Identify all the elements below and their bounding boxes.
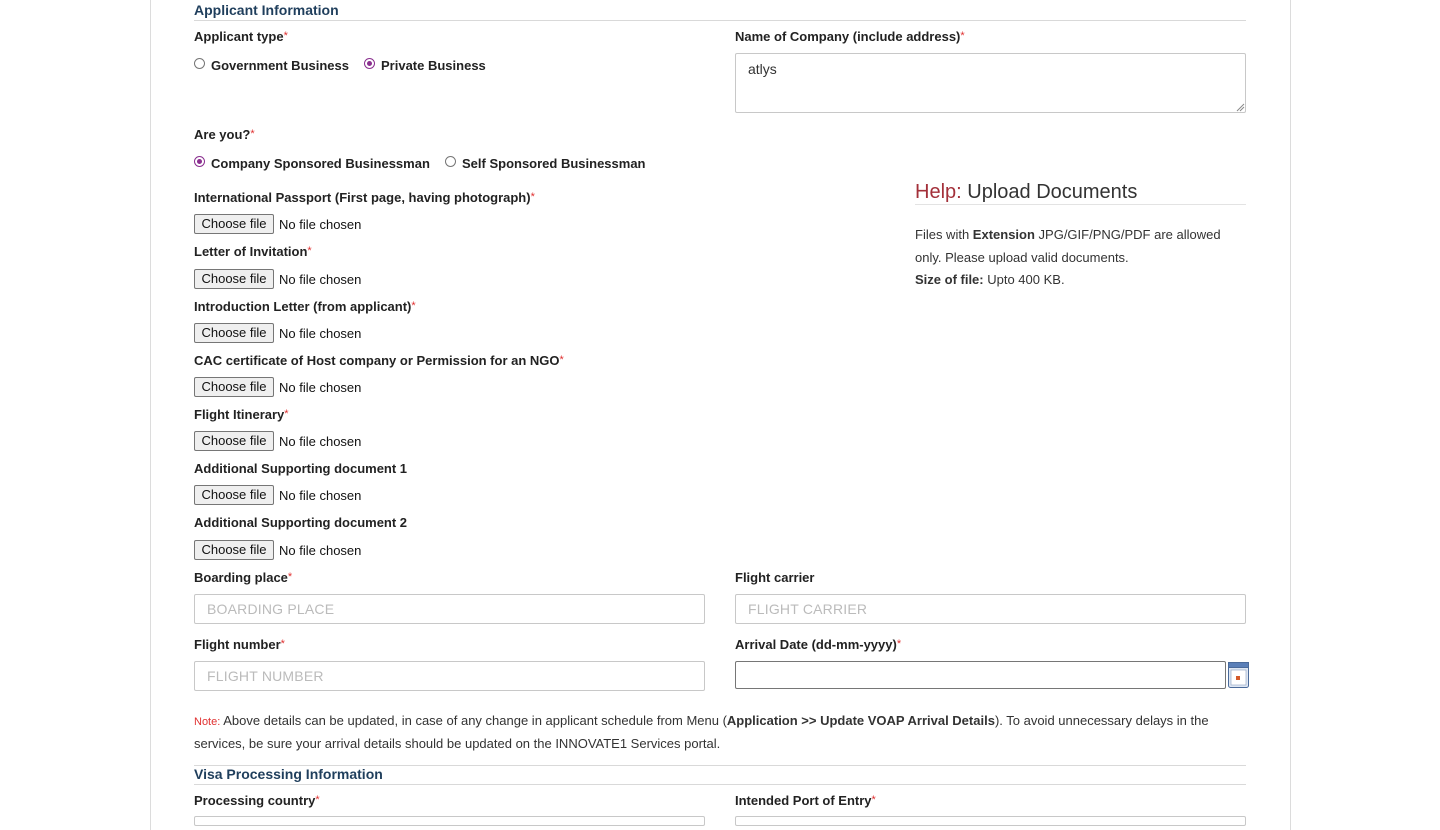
choose-file-button-invitation[interactable]: Choose file <box>194 269 274 289</box>
upload-label-additional-2: Additional Supporting document 2 <box>194 515 408 530</box>
file-status-itinerary: No file chosen <box>279 434 362 449</box>
port-of-entry-select[interactable] <box>735 816 1246 826</box>
radio-self-sponsored-label[interactable]: Self Sponsored Businessman <box>462 156 646 171</box>
form-panel <box>150 0 1291 830</box>
radio-private-business-label[interactable]: Private Business <box>381 58 486 73</box>
flight-number-label: Flight number* <box>194 637 285 652</box>
file-status-passport: No file chosen <box>279 217 362 232</box>
upload-label-additional-1: Additional Supporting document 1 <box>194 461 408 476</box>
boarding-place-label: Boarding place* <box>194 570 293 585</box>
help-title: Help: Upload Documents <box>915 181 1138 203</box>
upload-label-invitation: Letter of Invitation* <box>194 244 312 259</box>
file-status-introduction: No file chosen <box>279 326 362 341</box>
radio-private-business[interactable] <box>364 58 375 69</box>
company-name-label: Name of Company (include address)* <box>735 29 965 44</box>
choose-file-button-cac[interactable]: Choose file <box>194 377 274 397</box>
port-of-entry-label: Intended Port of Entry* <box>735 793 876 808</box>
help-divider <box>915 204 1246 205</box>
flight-carrier-label: Flight carrier <box>735 570 815 585</box>
upload-label-cac: CAC certificate of Host company or Permission for an NGO* <box>194 353 564 368</box>
are-you-label: Are you?* <box>194 127 255 142</box>
upload-label-introduction: Introduction Letter (from applicant)* <box>194 299 416 314</box>
flight-number-input[interactable]: FLIGHT NUMBER <box>194 661 705 691</box>
arrival-date-label: Arrival Date (dd-mm-yyyy)* <box>735 637 902 652</box>
resize-handle-icon[interactable] <box>1236 103 1245 112</box>
radio-company-sponsored-label[interactable]: Company Sponsored Businessman <box>211 156 430 171</box>
company-name-textarea[interactable]: atlys <box>735 53 1246 113</box>
arrival-note: Note: Above details can be updated, in case of any change in applicant schedule from Menu (Application >> Update VOAP Arrival Details). To avoid unnecessary delays in the services, be sure your arrival details should be updated on the INNOVATE1 Services portal. <box>194 713 1209 751</box>
choose-file-button-introduction[interactable]: Choose file <box>194 323 274 343</box>
processing-country-label: Processing country* <box>194 793 320 808</box>
choose-file-button-additional-1[interactable]: Choose file <box>194 485 274 505</box>
help-text: Files with Extension JPG/GIF/PNG/PDF are allowed only. Please upload valid documents. Size of file: Upto 400 KB. <box>915 227 1221 287</box>
section-divider <box>194 20 1246 21</box>
choose-file-button-passport[interactable]: Choose file <box>194 214 274 234</box>
radio-government-business-label[interactable]: Government Business <box>211 58 349 73</box>
choose-file-button-itinerary[interactable]: Choose file <box>194 431 274 451</box>
upload-label-itinerary: Flight Itinerary* <box>194 407 289 422</box>
choose-file-button-additional-2[interactable]: Choose file <box>194 540 274 560</box>
flight-carrier-input[interactable]: FLIGHT CARRIER <box>735 594 1246 624</box>
arrival-date-input[interactable] <box>735 661 1226 689</box>
calendar-icon[interactable] <box>1228 662 1249 688</box>
section-title-visa: Visa Processing Information <box>194 766 383 782</box>
upload-label-passport: International Passport (First page, having photograph)* <box>194 190 535 205</box>
file-status-additional-1: No file chosen <box>279 488 362 503</box>
radio-self-sponsored[interactable] <box>445 156 456 167</box>
processing-country-select[interactable] <box>194 816 705 826</box>
file-status-cac: No file chosen <box>279 380 362 395</box>
boarding-place-input[interactable]: BOARDING PLACE <box>194 594 705 624</box>
radio-company-sponsored[interactable] <box>194 156 205 167</box>
section-divider <box>194 784 1246 785</box>
section-title-applicant: Applicant Information <box>194 2 339 18</box>
radio-government-business[interactable] <box>194 58 205 69</box>
applicant-type-label: Applicant type* <box>194 29 288 44</box>
file-status-additional-2: No file chosen <box>279 543 362 558</box>
file-status-invitation: No file chosen <box>279 272 362 287</box>
